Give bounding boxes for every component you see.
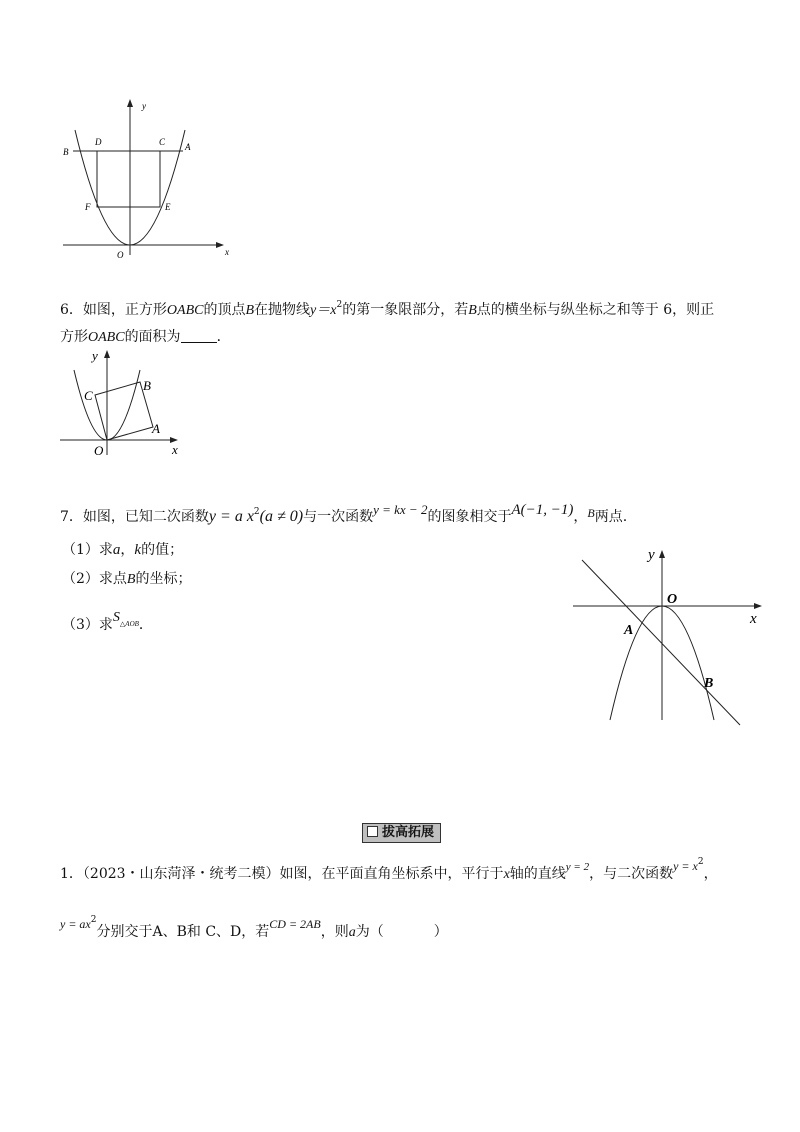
q7-number: 7． [60, 509, 83, 525]
q7-sub1-sep: ， [120, 542, 135, 558]
p1-fn1: y = x [673, 859, 698, 873]
q7-text-2: 与一次函数 [303, 509, 374, 525]
p1-text-6: 为（ [355, 924, 384, 940]
rectangle-dcef [97, 151, 160, 207]
q7-sub1-end: 的值； [141, 542, 184, 558]
q7-point-a: A(−1, −1) [511, 502, 574, 518]
p1-text-5: ，则 [320, 924, 349, 940]
label-a: A [185, 142, 191, 152]
q6-square-name-2: OABC [88, 330, 125, 345]
q7-y-axis-arrow [659, 550, 665, 558]
q7-label-x: x [750, 611, 757, 627]
q7-sub2-num: （2）求点 [62, 571, 127, 587]
label-b: B [63, 147, 69, 157]
q7-label-a: A [624, 623, 634, 638]
q6-point-b-2: B [468, 303, 477, 318]
p1-number: 1． [60, 866, 83, 882]
q7-sub1-k: k [134, 542, 142, 558]
section-title-box-icon [367, 826, 378, 837]
p1-text-7: ） [433, 924, 448, 940]
p1-points: A、B和 C、D，若 [152, 924, 270, 940]
p1-condition: CD = 2AB [269, 917, 321, 931]
q6-text-2: 的顶点 [203, 302, 246, 318]
q6-line2-text-1: 方形 [60, 329, 88, 345]
p1-text-3: ，与二次函数 [589, 866, 674, 882]
q6-answer-blank[interactable] [181, 328, 217, 343]
q7-x-axis-arrow [754, 603, 762, 609]
q6-text-4: 的第一象限部分，若 [342, 302, 469, 318]
p1-text-2: 轴的直线 [509, 866, 566, 882]
section-title-badge [362, 823, 441, 843]
q7-sub1-a: a [112, 542, 121, 558]
q7-sub3-end: ． [138, 617, 153, 633]
q6-point-b: B [245, 303, 255, 318]
q7-text-1: 如图，已知二次函数 [82, 509, 209, 525]
q7-text-3: 的图象相交于 [427, 509, 512, 525]
label-d: D [95, 137, 102, 147]
q7-label-o: O [667, 592, 678, 607]
q7-linear: y = kx − 2 [373, 502, 428, 517]
q7-point-b: B [587, 506, 595, 520]
q7-label-y: y [648, 547, 655, 563]
q6-text-5: 点的横坐标与纵坐标之和等于 6，则正 [476, 302, 715, 318]
q6-text-1: 如图，正方形 [82, 302, 167, 318]
q6-line1 [60, 295, 714, 321]
label-x: x [225, 247, 229, 257]
q6-line2-text-2: 的面积为 [124, 329, 181, 345]
q6-label-x: x [172, 442, 178, 457]
q6-square-name: OABC [166, 303, 204, 318]
p1-comma: ， [703, 866, 718, 882]
q6-equation: y＝x [310, 303, 337, 318]
q7-sub2 [62, 569, 191, 590]
q7-figure [570, 545, 770, 730]
p1-x: x [503, 867, 510, 882]
p1-line1 [60, 852, 718, 885]
q7-sub3-num: （3）求 [62, 617, 113, 633]
label-c: C [159, 137, 166, 147]
q6-line2-end: ． [216, 329, 231, 345]
q6-number: 6． [60, 302, 83, 318]
q6-label-c: C [84, 388, 93, 403]
label-y: y [142, 101, 146, 111]
p1-a: a [348, 925, 356, 940]
q7-sub3 [62, 608, 153, 635]
q6-text-3: 在抛物线 [254, 302, 311, 318]
q6-label-o: O [94, 443, 104, 458]
q7-quadratic-exp: 2 [253, 507, 260, 517]
p1-fn2-exp: 2 [90, 915, 97, 925]
q6-label-y: y [92, 348, 98, 363]
p1-line-eq: y = 2 [565, 861, 590, 873]
label-f: F [85, 202, 91, 212]
q6-label-b: B [143, 378, 151, 393]
q7-sub3-sub: △AOB [119, 620, 139, 628]
q7-sub3-s: S [112, 610, 120, 625]
p1-line2 [60, 910, 448, 943]
q7-label-b: B [704, 676, 714, 691]
q7-sub2-end: 的坐标； [135, 571, 192, 587]
q7-line1 [60, 500, 627, 527]
q7-text-4: 两点. [594, 509, 628, 525]
q7-comma: ， [573, 509, 588, 525]
q6-y-axis-arrow [104, 350, 110, 358]
q7-quadratic: y = a x [208, 508, 254, 525]
q6-equation-exp: 2 [336, 300, 343, 310]
p1-fn1-exp: 2 [697, 857, 704, 867]
figure-parabola-rectangle [55, 95, 240, 265]
label-o: O [117, 250, 124, 260]
q6-label-a: A [152, 421, 160, 436]
y-axis-arrow [127, 99, 133, 107]
q7-sub1 [62, 540, 183, 560]
p1-fn2: y = ax [60, 917, 91, 931]
x-axis-arrow [216, 242, 224, 248]
q7-sub1-num: （1）求 [62, 542, 113, 558]
section-title-text: 拔高拓展 [382, 825, 435, 840]
q7-line [582, 560, 740, 725]
label-e: E [165, 202, 171, 212]
p1-text-4: 分别交于 [96, 924, 153, 940]
q7-sub2-b: B [126, 572, 136, 587]
q7-quadratic-condition: (a ≠ 0) [259, 508, 304, 525]
q6-figure [60, 345, 195, 460]
p1-source: （2023・山东菏泽・统考二模）如图，在平面直角坐标系中，平行于 [82, 866, 504, 882]
